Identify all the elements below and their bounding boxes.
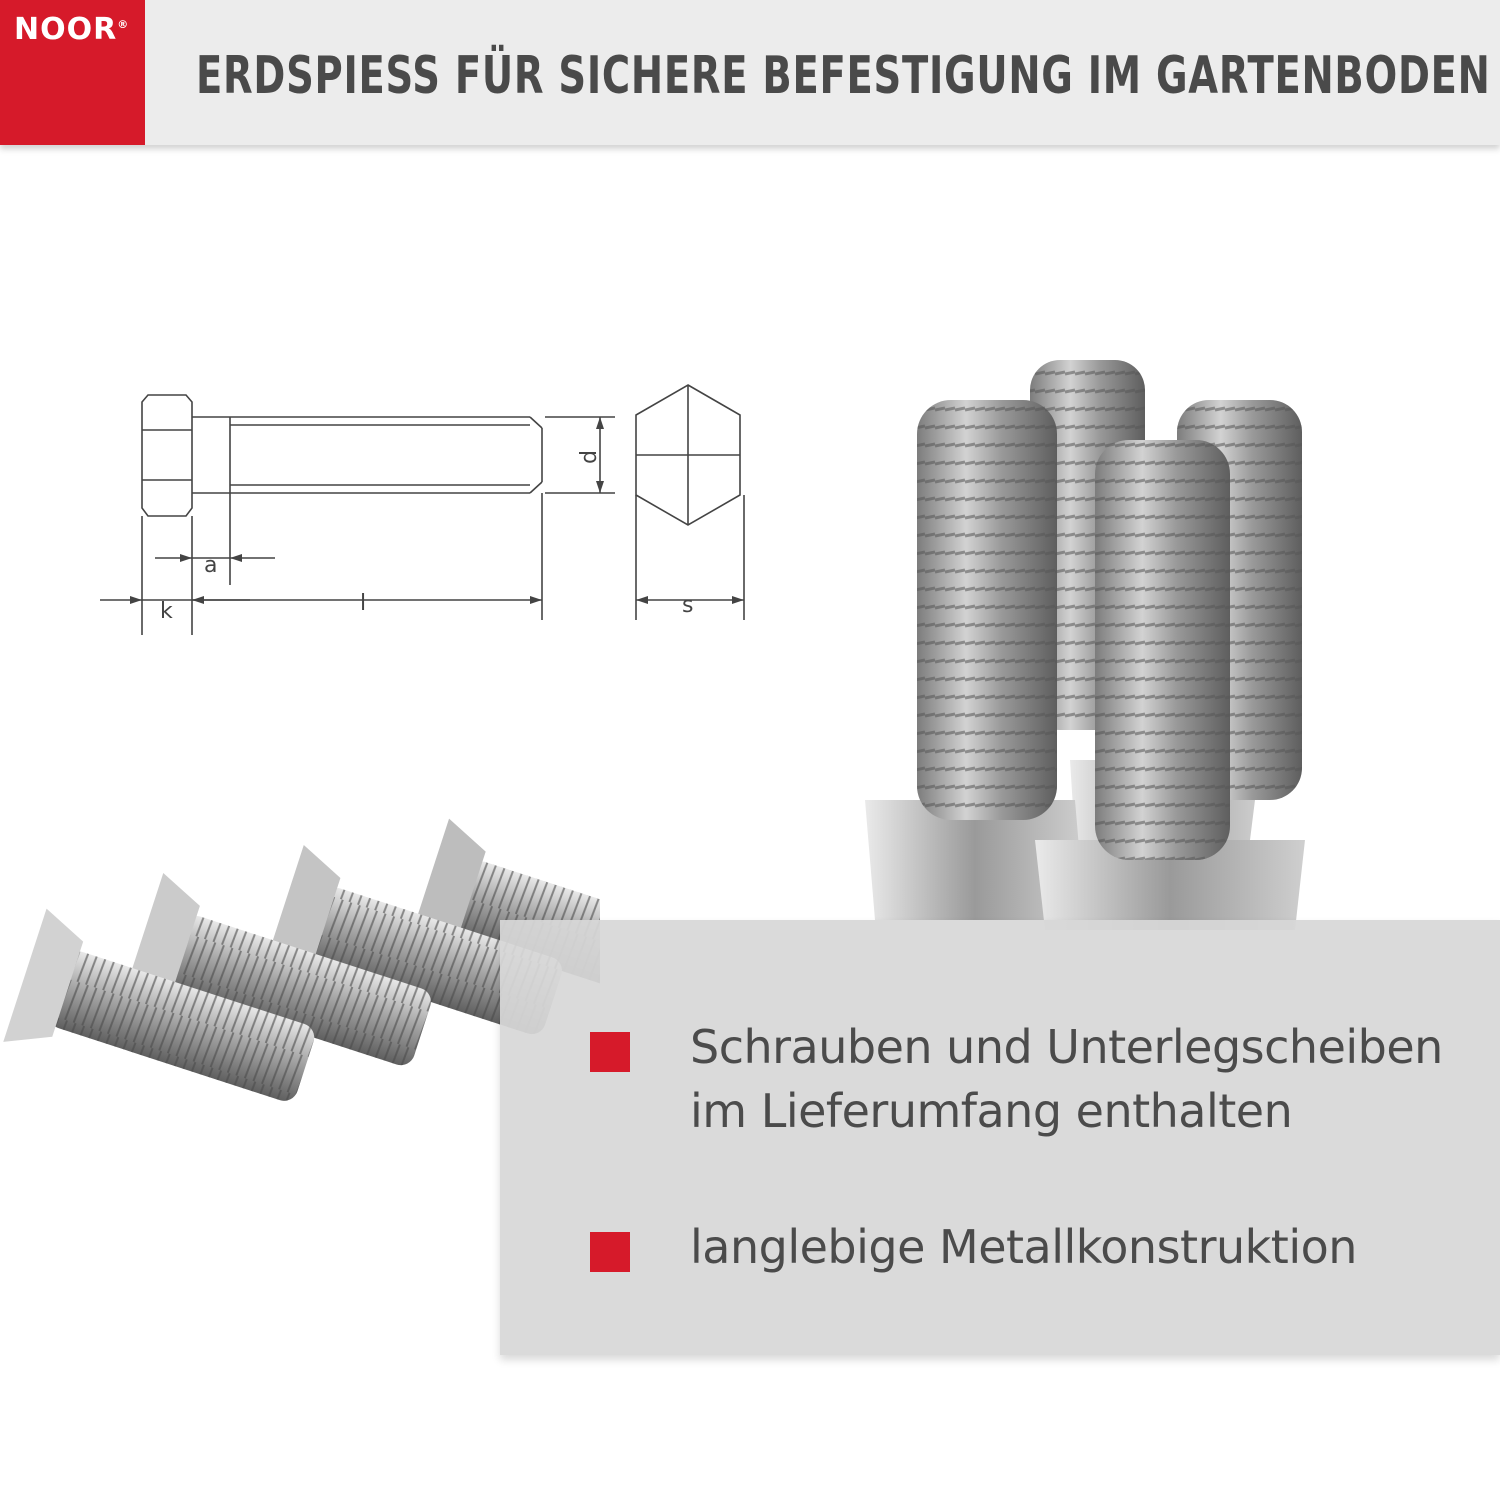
hex-bolts-image [845,340,1325,940]
bullet-square-icon [590,1032,630,1072]
page-title: ERDSPIESS FÜR SICHERE BEFESTIGUNG IM GARTENBODEN [196,46,1491,106]
feature-text: im Lieferumfang enthalten [690,1084,1293,1138]
label-l: l [360,591,367,616]
brand-logo [0,0,145,145]
feature-text: langlebige Metallkonstruktion [690,1220,1357,1274]
label-a: a [204,553,218,578]
label-k: k [160,599,173,624]
bullet-square-icon [590,1232,630,1272]
bolt-technical-drawing [90,370,770,650]
feature-text: Schrauben und Unterlegscheiben [690,1020,1443,1074]
features-panel [500,920,1500,1355]
label-d: d [577,450,602,464]
brand-registered-mark: ® [117,18,130,31]
brand-name: NOOR [14,12,118,47]
header-bar [0,0,1500,145]
label-s: s [682,593,694,618]
